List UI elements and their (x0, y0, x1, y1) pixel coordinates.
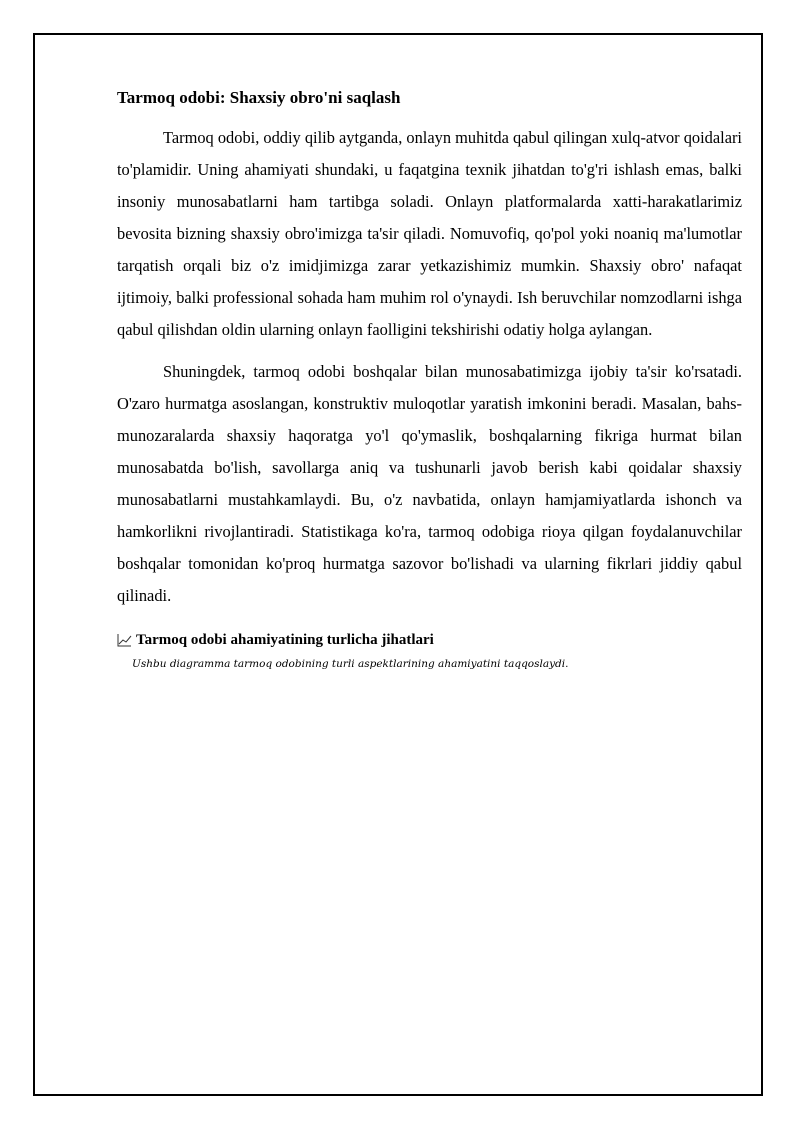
figure-caption: Ushbu diagramma tarmoq odobining turli aspektlarining ahamiyatini taqqoslaydi. (132, 658, 569, 670)
chart-icon (117, 633, 132, 647)
figure-header (117, 630, 742, 650)
document-body (117, 86, 742, 672)
paragraph-2: Shuningdek, tarmoq odobi boshqalar bilan munosabatimizga ijobiy ta'sir ko'rsatadi. O'zaro hurmatga asoslangan, konstruktiv muloqotlar yaratish imkonini beradi. Masalan, bahs-munozaralarda shaxsiy haqoratga yo'l qo'ymaslik, boshqalarning fikriga hurmat bilan munosabatda bo'lish, savollarga aniq va tushunarli javob berish kabi qoidalar shaxsiy munosabatlarni mustahkamlaydi. Bu, o'z navbatida, onlayn hamjamiyatlarda ishonch va hamkorlikni rivojlantiradi. Statistikaga ko'ra, tarmoq odobiga rioya qilgan foydalanuvchilar boshqalar tomonidan ko'proq hurmatga sazovor bo'lishadi va ularning fikrlari jiddiy qabul qilinadi. (117, 362, 742, 605)
figure-title: Tarmoq odobi ahamiyatining turlicha jihatlari (136, 632, 434, 648)
paragraph-1: Tarmoq odobi, oddiy qilib aytganda, onlayn muhitda qabul qilingan xulq-atvor qoidalari to'plamidir. Uning ahamiyati shundaki, u faqatgina texnik jihatdan to'g'ri ishlash emas, balki insoniy munosabatlarni ham tartibga soladi. Onlayn platformalarda xatti-harakatlarimiz bevosita bizning shaxsiy obro'imizga ta'sir qiladi. Nomuvofiq, qo'pol yoki noaniq ma'lumotlar tarqatish orqali biz o'z imidjimizga zarar yetkazishimiz mumkin. Shaxsiy obro' nafaqat ijtimoiy, balki professional sohada ham muhim rol o'ynaydi. Ish beruvchilar nomzodlarni ishga qabul qilishdan oldin ularning onlayn faolligini tekshirishi odatiy holga aylangan. (117, 128, 742, 339)
document-title: Tarmoq odobi: Shaxsiy obro'ni saqlash (117, 88, 401, 107)
